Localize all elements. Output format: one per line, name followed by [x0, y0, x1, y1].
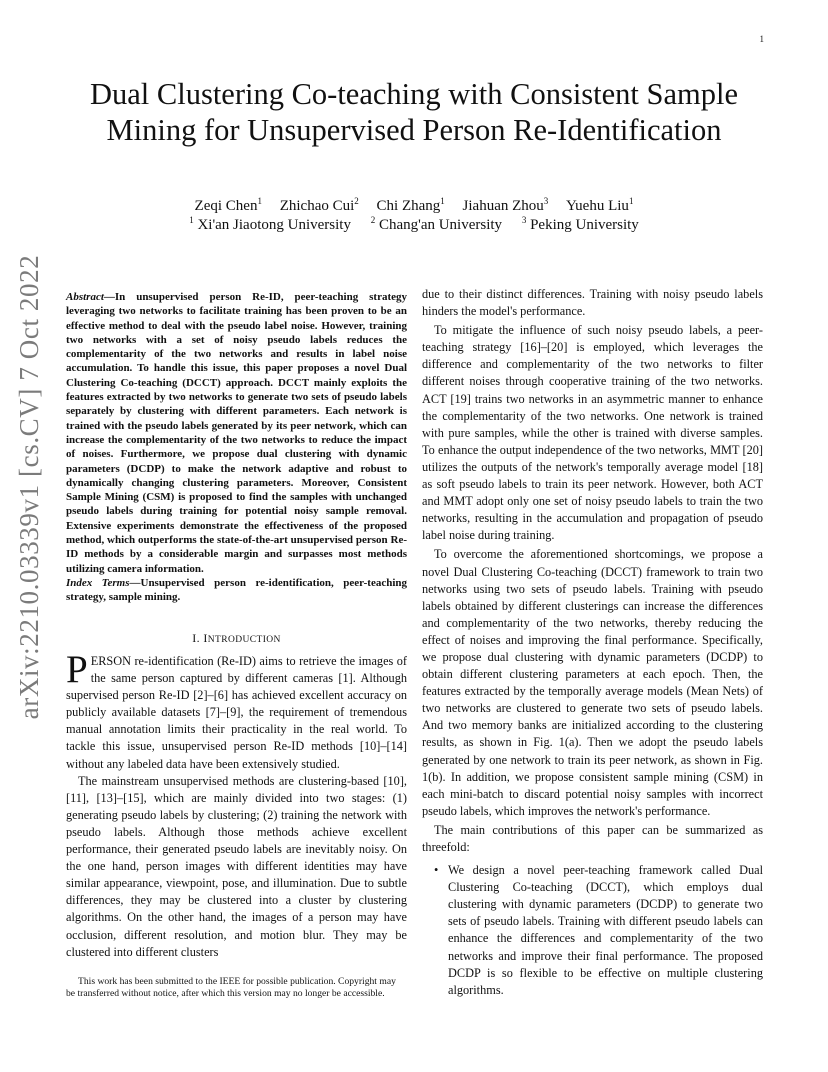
- author: Zeqi Chen$^1$: [194, 196, 262, 214]
- index-terms-label: Index Terms: [66, 577, 130, 589]
- author: Jiahuan Zhou$^3$: [462, 196, 549, 214]
- arxiv-stamp: arXiv:2210.03339v1 [cs.CV] 7 Oct 2022: [14, 254, 44, 720]
- intro-paragraph: The mainstream unsupervised methods are clustering-based [10], [11], [13]–[15], which are mainly divided into two stages: (1) generating pseudo labels by clustering; (2) training the network with pseudo labels. Although those methods achieve excellent performance, their generated pseudo labels are inevitably noisy. On the one hand, person images with different identities may have similar appearance, viewpoint, pose, and illumination. Due to subtle differences, they may be clustered into a cluster by clustering algorithms. On the other hand, the images of a person may have occlusion, different resolution, and motion blur. They may be clustered into different clusters: [66, 773, 407, 959]
- section-heading: I. INTRODUCTION: [192, 631, 281, 645]
- intro-paragraph: The main contributions of this paper can be summarized as threefold:: [422, 822, 763, 854]
- list-item: • We design a novel peer-teaching framework called Dual Clustering Co-teaching (DCCT), which employs dual clustering with dynamic parameters (DCDP) to generate two sets of pseudo labels. Training with different pseudo labels can enhance the differences and complementarity of the two networks and improve their final performance. The proposed DCDP is so flexible to be effective on multiple clustering algorithms.: [434, 863, 763, 997]
- contributions-list: [422, 862, 763, 999]
- author-list: [60, 196, 768, 216]
- footnote: This work has been submitted to the IEEE for possible publication. Copyright may be transferred without notice, after which this version may no longer be accessible.: [66, 976, 396, 999]
- left-column-body: [66, 648, 407, 961]
- index-terms-text: —Unsupervised person re-identification, peer-teaching strategy, sample mining.: [66, 577, 407, 604]
- intro-paragraph: To overcome the aforementioned shortcomings, we propose a novel Dual Clustering Co-teaching (DCCT) framework to train two networks using two sets of pseudo labels. Training with pseudo labels obtained by different clusterings can increase the differences and complementarity of the two networks, thereby reducing the effect of noises and improving the final performance. Specifically, we propose dual clustering with dynamic parameters (DCDP) to obtain different clustering parameters at each epoch. Then, the features extracted by the temporally average models (Mean Nets) of two networks are clustered to generate two sets of pseudo labels. And two memory banks are initialized according to the clustering results, as shown in Fig. 1(a). Then we adopt the pseudo labels generated by one network to train its peer network, as shown in Fig. 1(b). In addition, we propose consistent sample mining (CSM) in each mini-batch to discard potential noisy samples with incorrect pseudo labels, which improves the network's performance.: [422, 547, 763, 818]
- paper-title: Dual Clustering Co-teaching with Consistent Sample Mining for Unsupervised Person Re-Identification: [89, 77, 739, 147]
- dropcap: P: [66, 648, 88, 691]
- affiliation: $^3$ Peking University: [521, 215, 639, 233]
- author: Yuehu Liu$^1$: [566, 196, 634, 214]
- intro-paragraph: PERSON re-identification (Re-ID) aims to retrieve the images of the same person captured by different cameras [1]. Although supervised person Re-ID [2]–[6] has achieved excellent accuracy on publicly available datasets [7]–[9], the requirement of tremendous manual annotation limits their practicality in the real world. To tackle this issue, unsupervised person Re-ID methods [10]–[14] without any labeled data have been extensively studied.: [66, 648, 407, 771]
- intro-paragraph: due to their distinct differences. Training with noisy pseudo labels hinders the model's performance.: [422, 287, 763, 319]
- abstract: [66, 290, 407, 576]
- abstract-label: Abstract: [66, 291, 104, 303]
- intro-paragraph: To mitigate the influence of such noisy pseudo labels, a peer-teaching strategy [16]–[20] is employed, which leverages the difference and complementarity of the two networks to filter different noises through cooperative training of the two networks. ACT [19] trains two networks in an asymmetric manner to enhance the complementarity of the two networks. One network is trained with pure samples, while the other is trained with diverse samples. To enhance the output independence of the two networks, MMT [20] utilizes the outputs of the network's temporally average model [18] as soft pseudo labels to train its peer network. However, both ACT and MMT adopt only one set of noisy pseudo labels to train the two networks, resulting in the accumulation and propagation of pseudo label noise during training.: [422, 323, 763, 543]
- index-terms: [66, 576, 407, 605]
- author: Zhichao Cui$^2$: [279, 196, 359, 214]
- affiliation: $^1$ Xi'an Jiaotong University: [189, 215, 351, 233]
- bullet-icon: •: [434, 863, 439, 878]
- affiliation-list: [60, 215, 768, 235]
- section-title: INTRODUCTION: [203, 631, 281, 645]
- right-column-body: [422, 286, 763, 999]
- affiliation: $^2$ Chang'an University: [370, 215, 503, 233]
- author: Chi Zhang$^1$: [376, 196, 445, 214]
- abstract-text: —In unsupervised person Re-ID, peer-teaching strategy leveraging two networks to facilitate training has been proven to be an effective method to deal with the pseudo label noise. However, training two networks with a set of noisy pseudo labels reduces the complementarity of the two networks and results in label noise accumulation. To handle this issue, this paper proposes a novel Dual Clustering Co-teaching (DCCT) approach. DCCT mainly exploits the features extracted by two networks to generate two sets of pseudo labels separately by clustering with different parameters. Each network is trained with the pseudo labels generated by its peer network, which can increase the complementarity of the two networks to reduce the impact of noises. Furthermore, we propose dual clustering with dynamic parameters (DCDP) to make the network adaptive and robust to dynamically changing clustering parameters. Moreover, Consistent Sample Mining (CSM) is proposed to find the samples with unchanged pseudo labels during training for potential noisy sample removal. Extensive experiments demonstrate the effectiveness of the proposed method, which outperforms the state-of-the-art unsupervised person Re-ID methods by a considerable margin and surpasses most methods utilizing camera information.: [66, 291, 407, 575]
- page-number: 1: [759, 34, 764, 44]
